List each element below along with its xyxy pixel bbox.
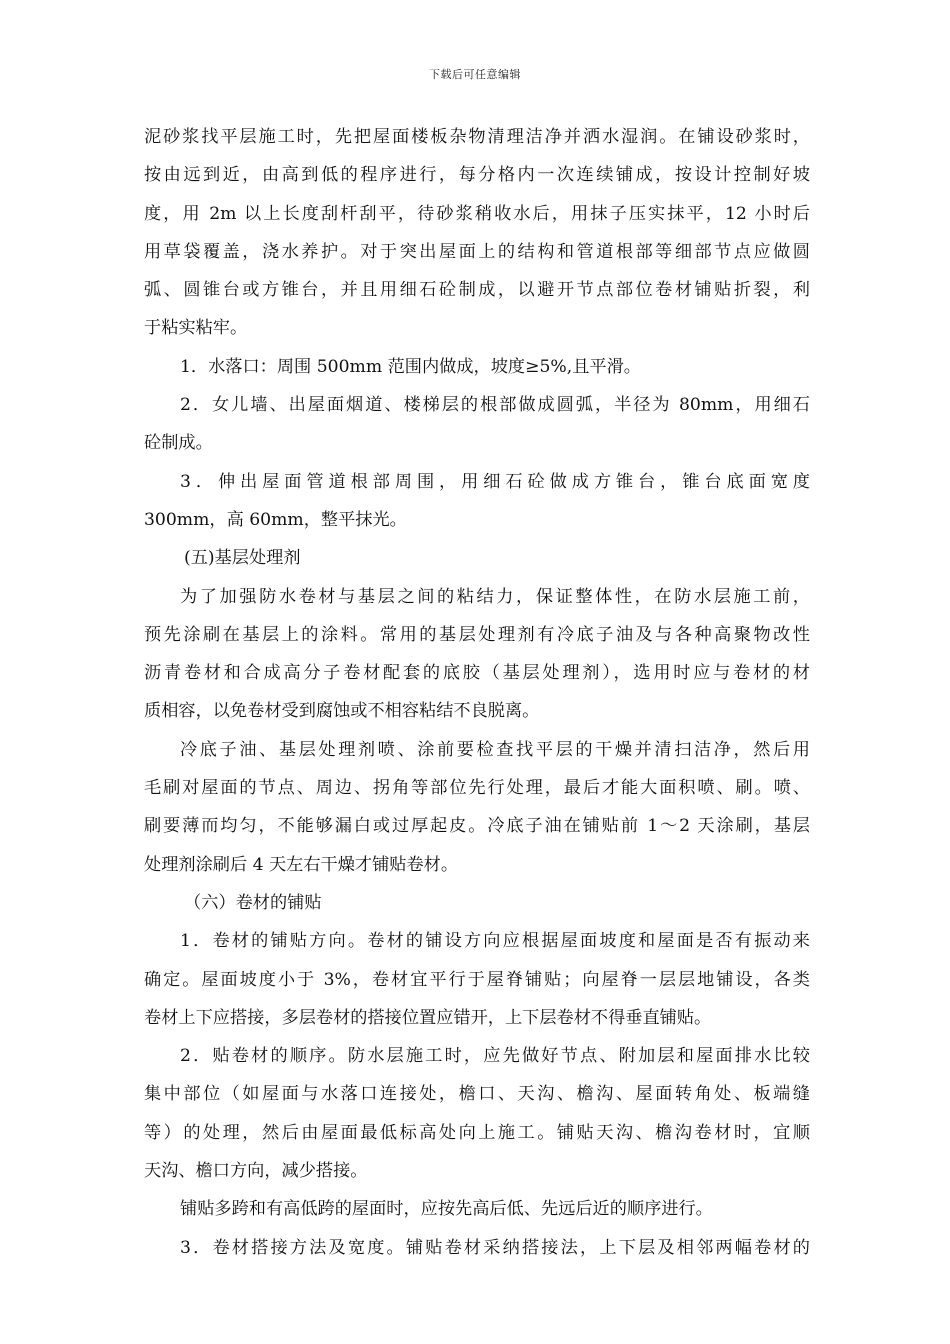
text-line: 沥青卷材和合成高分子卷材配套的底胶（基层处理剂），选用时应与卷材的材 (144, 663, 810, 684)
text-line: 于粘实粘牢。 (144, 318, 248, 339)
list-item: 3．伸出屋面管道根部周围，用细石砼做成方锥台，锥台底面宽度 (180, 471, 810, 492)
text-line: 弧、圆锥台或方锥台，并且用细石砼制成，以避开节点部位卷材铺贴折裂，利 (144, 280, 810, 301)
list-item: 3．卷材搭接方法及宽度。铺贴卷材采纳搭接法，上下层及相邻两幅卷材的 (180, 1237, 810, 1258)
text-line: 毛刷对屋面的节点、周边、拐角等部位先行处理，最后才能大面积喷、刷。喷、 (144, 778, 810, 799)
list-item: 1．水落口：周围 500mm 范围内做成，坡度≥5%,且平滑。 (180, 356, 641, 377)
page-header: 下载后可任意编辑 (429, 68, 521, 81)
text-line: 用草袋覆盖，浇水养护。对于突出屋面上的结构和管道根部等细部节点应做圆 (144, 241, 810, 262)
text-line: 刷要薄而均匀，不能够漏白或过厚起皮。冷底子油在铺贴前 1～2 天涂刷，基层 (144, 816, 810, 837)
text-line: 质相容，以免卷材受到腐蚀或不相容粘结不良脱离。 (144, 701, 540, 722)
section-heading: (五)基层处理剂 (184, 548, 301, 569)
text-line: 等）的处理，然后由屋面最低标高处向上施工。铺贴天沟、檐沟卷材时，宜顺 (144, 1122, 810, 1143)
section-heading: （六）卷材的铺贴 (184, 892, 322, 913)
text-line: 度，用 2m 以上长度刮杆刮平，待砂浆稍收水后，用抹子压实抹平，12 小时后 (144, 203, 810, 224)
text-line: 集中部位（如屋面与水落口连接处，檐口、天沟、檐沟、屋面转角处、板端缝 (144, 1084, 810, 1105)
document-body (144, 118, 810, 1267)
list-item: 2．贴卷材的顺序。防水层施工时，应先做好节点、附加层和屋面排水比较 (180, 1046, 810, 1067)
text-line: 按由远到近，由高到低的程序进行，每分格内一次连续铺成，按设计控制好坡 (144, 165, 810, 186)
text-line: 卷材上下应搭接，多层卷材的搭接位置应错开，上下层卷材不得垂直铺贴。 (144, 1007, 712, 1028)
text-line: 泥砂浆找平层施工时，先把屋面楼板杂物清理洁净并洒水湿润。在铺设砂浆时， (144, 127, 810, 147)
text-line: 砼制成。 (144, 433, 213, 454)
text-line: 预先涂刷在基层上的涂料。常用的基层处理剂有冷底子油及与各种高聚物改性 (144, 624, 810, 645)
list-item: 1．卷材的铺贴方向。卷材的铺设方向应根据屋面坡度和屋面是否有振动来 (180, 931, 810, 952)
paragraph-start: 铺贴多跨和有高低跨的屋面时，应按先高后低、先远后近的顺序进行。 (180, 1199, 713, 1220)
paragraph-start: 冷底子油、基层处理剂喷、涂前要检查找平层的干燥并清扫洁净，然后用 (180, 739, 810, 760)
paragraph-start: 为了加强防水卷材与基层之间的粘结力，保证整体性，在防水层施工前， (180, 586, 810, 607)
list-item: 2．女儿墙、出屋面烟道、楼梯层的根部做成圆弧，半径为 80mm，用细石 (180, 395, 810, 416)
text-line: 300mm，高 60mm，整平抹光。 (144, 509, 407, 530)
text-line: 确定。屋面坡度小于 3%，卷材宜平行于屋脊铺贴；向屋脊一层层地铺设，各类 (144, 969, 810, 990)
text-line: 处理剂涂刷后 4 天左右干燥才铺贴卷材。 (144, 854, 459, 875)
text-line: 天沟、檐口方向，减少搭接。 (144, 1161, 368, 1182)
